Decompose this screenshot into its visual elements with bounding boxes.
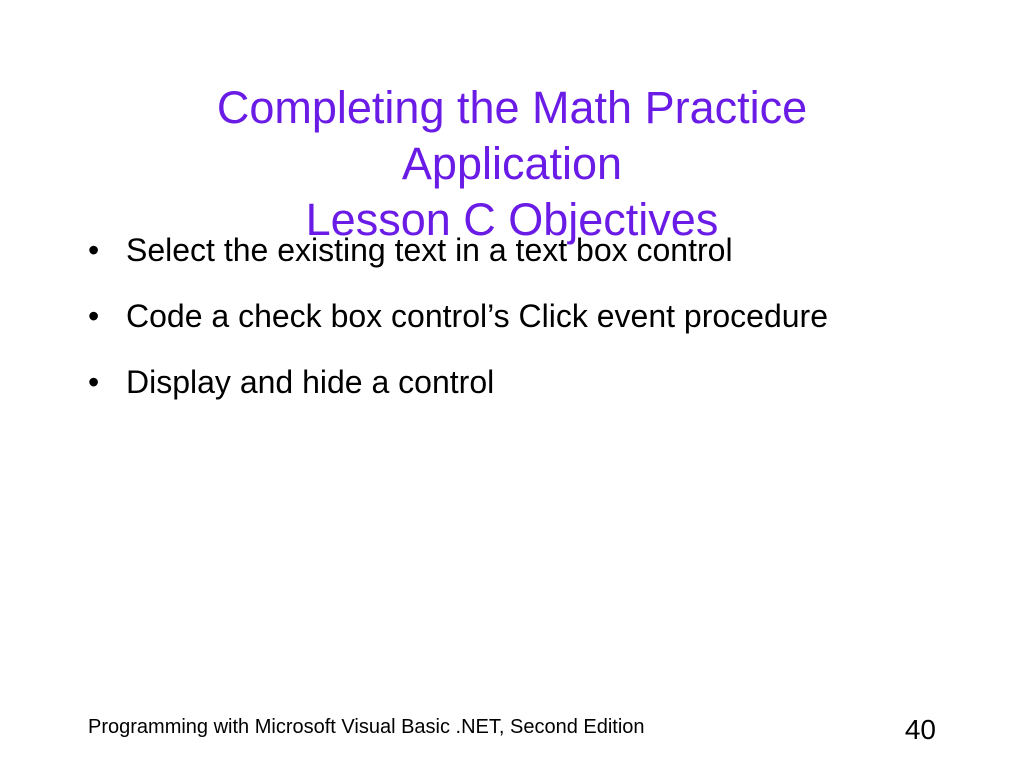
objective-item-2: [88, 296, 948, 336]
page-number: 40: [904, 714, 936, 745]
objectives-list: [88, 230, 948, 428]
footer-book-title: Programming with Microsoft Visual Basic .NET, Second Edition: [88, 716, 645, 738]
objective-text-3: Display and hide a control: [126, 364, 495, 400]
title-line-1: Completing the Math Practice: [216, 82, 808, 134]
bullet-icon: •: [88, 364, 100, 400]
bullet-icon: •: [88, 298, 100, 334]
objective-item-1: [88, 230, 948, 270]
title-line-2: Application: [401, 138, 623, 190]
objective-item-3: [88, 362, 948, 402]
bullet-icon: •: [88, 232, 100, 268]
slide-title: [60, 80, 964, 248]
objective-text-2: Code a check box control’s Click event procedure: [126, 298, 828, 334]
objective-text-1: Select the existing text in a text box control: [126, 232, 733, 268]
title-line-3: Lesson C Objectives: [305, 194, 719, 246]
